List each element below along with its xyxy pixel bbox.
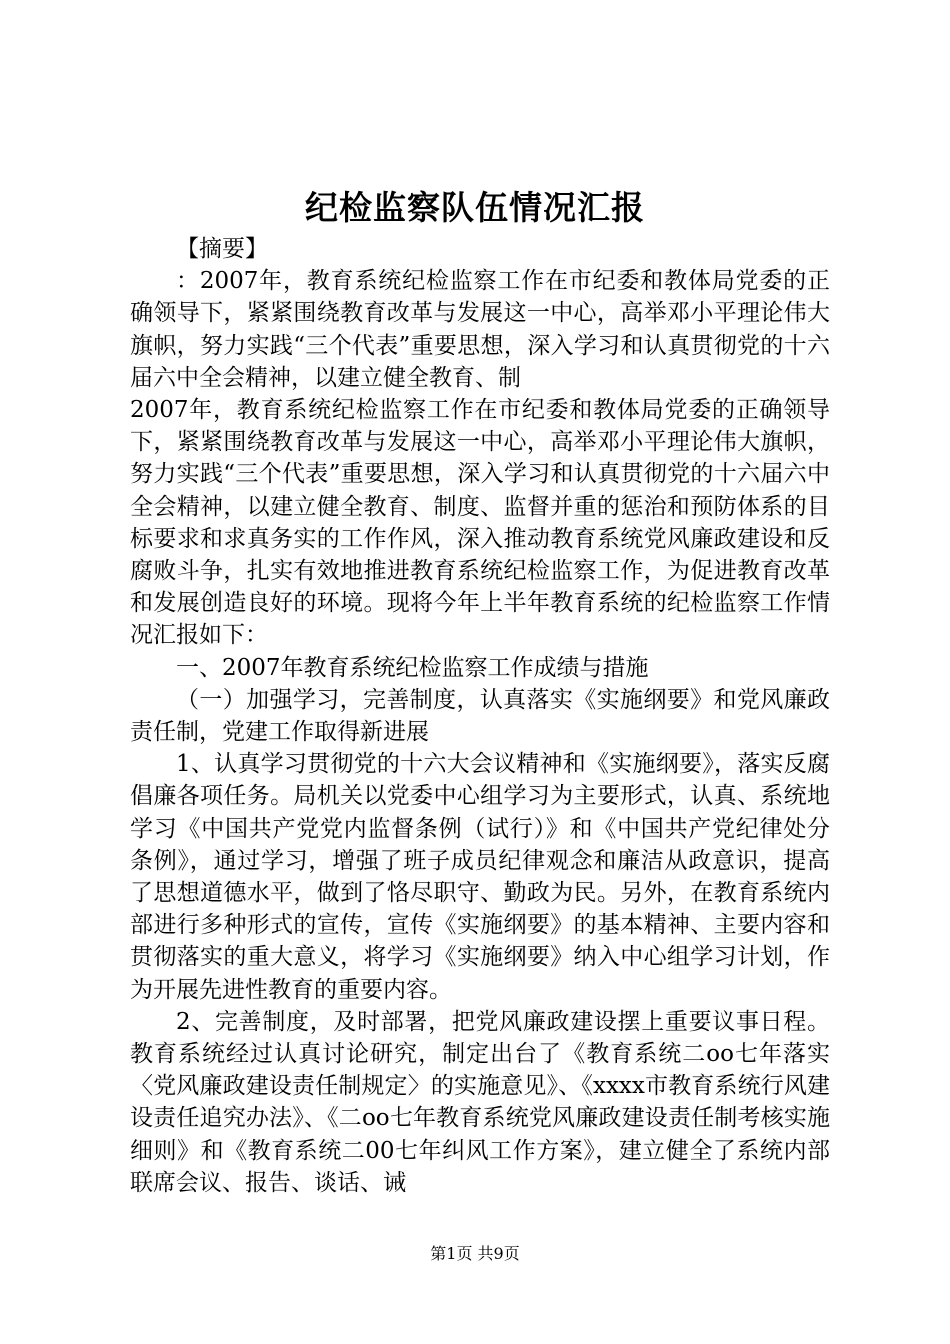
document-title: 纪检监察队伍情况汇报	[305, 188, 645, 227]
body-paragraph-1: 1、认真学习贯彻党的十六大会议精神和《实施纲要》，落实反腐倡廉各项任务。局机关以党委中心组学习为主要形式，认真、系统地学习《中国共产党党内监督条例（试行）》和《中国共产党纪律处分条例》，通过学习，增强了班子成员纪律观念和廉洁从政意识，提高了思想道德水平，做到了恪尽职守、勤政为民。另外，在教育系统内部进行多种形式的宣传，宣传《实施纲要》的基本精神、主要内容和贯彻落实的重大意义，将学习《实施纲要》纳入中心组学习计划，作为开展先进性教育的重要内容。	[130, 751, 830, 1003]
subsection-heading-1: （一）加强学习，完善制度，认真落实《实施纲要》和党风廉政责任制，党建工作取得新进展	[130, 686, 830, 746]
page-number: 第1页 共9页	[430, 1244, 520, 1263]
document-body	[130, 233, 830, 1199]
body-paragraph-2: 2、完善制度，及时部署，把党风廉政建设摆上重要议事日程。教育系统经过认真讨论研究，制定出台了《教育系统二oo七年落实〈党风廉政建设责任制规定〉的实施意见》、《xxxx市教育系统行风建设责任追究办法》、《二oo七年教育系统党风廉政建设责任制考核实施细则》和《教育系统二00七年纠风工作方案》，建立健全了系统内部联席会议、报告、谈话、诫	[130, 1008, 830, 1196]
abstract-paragraph: ：2007年，教育系统纪检监察工作在市纪委和教体局党委的正确领导下，紧紧围绕教育改革与发展这一中心，高举邓小平理论伟大旗帜，努力实践“三个代表”重要思想，深入学习和认真贯彻党的十六届六中全会精神，以建立健全教育、制	[130, 268, 830, 391]
section-heading-1: 一、2007年教育系统纪检监察工作成绩与措施	[176, 654, 649, 681]
intro-paragraph: 2007年，教育系统纪检监察工作在市纪委和教体局党委的正确领导下，紧紧围绕教育改革与发展这一中心，高举邓小平理论伟大旗帜，努力实践“三个代表”重要思想，深入学习和认真贯彻党的十六届六中全会精神，以建立健全教育、制度、监督并重的惩治和预防体系的目标要求和求真务实的工作作风，深入推动教育系统党风廉政建设和反腐败斗争，扎实有效地推进教育系统纪检监察工作，为促进教育改革和发展创造良好的环境。现将今年上半年教育系统的纪检监察工作情况汇报如下：	[130, 397, 830, 649]
abstract-heading: 【摘要】	[176, 236, 268, 262]
